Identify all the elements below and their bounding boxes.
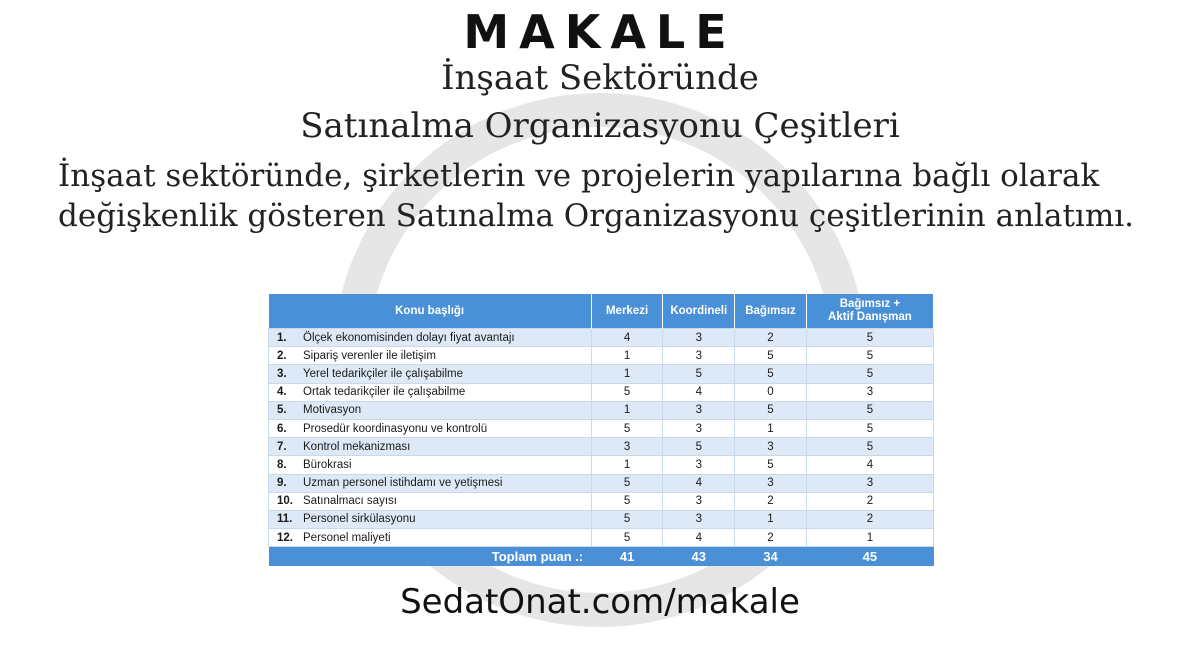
cell-aktif: 3 <box>806 383 933 401</box>
row-topic <box>269 510 592 528</box>
table-row <box>269 419 934 437</box>
cell-koordineli: 5 <box>663 438 735 456</box>
article-title-line2: Satınalma Organizasyonu Çeşitleri <box>300 106 900 146</box>
row-number: 7. <box>277 440 287 453</box>
cell-bagimsiz: 5 <box>735 365 807 383</box>
cell-aktif: 5 <box>806 329 933 347</box>
total-aktif: 45 <box>806 547 933 567</box>
table-row <box>269 365 934 383</box>
cell-bagimsiz: 1 <box>735 510 807 528</box>
row-number: 1. <box>277 331 287 344</box>
cell-aktif: 5 <box>806 347 933 365</box>
cell-bagimsiz: 2 <box>735 529 807 547</box>
row-number: 12. <box>277 531 293 544</box>
row-topic <box>269 329 592 347</box>
row-number: 11. <box>277 513 293 526</box>
table-row <box>269 329 934 347</box>
cell-koordineli: 3 <box>663 456 735 474</box>
cell-aktif: 3 <box>806 474 933 492</box>
cell-aktif: 1 <box>806 529 933 547</box>
table-row <box>269 474 934 492</box>
total-koordineli: 43 <box>663 547 735 567</box>
row-topic-text: Sipariş verenler ile iletişim <box>303 349 436 362</box>
row-topic <box>269 438 592 456</box>
row-topic <box>269 492 592 510</box>
row-topic-text: Yerel tedarikçiler ile çalışabilme <box>303 367 464 380</box>
cell-koordineli: 3 <box>663 347 735 365</box>
row-topic-text: Motivasyon <box>303 404 362 417</box>
cell-koordineli: 3 <box>663 510 735 528</box>
cell-koordineli: 3 <box>663 419 735 437</box>
cell-bagimsiz: 0 <box>735 383 807 401</box>
row-topic <box>269 419 592 437</box>
row-number: 3. <box>277 367 287 380</box>
cell-merkezi: 5 <box>591 419 663 437</box>
header-aktif-danisman <box>806 294 933 329</box>
cell-merkezi: 1 <box>591 401 663 419</box>
cell-aktif: 2 <box>806 492 933 510</box>
article-description: İnşaat sektöründe, şirketlerin ve projelerin yapılarına bağlı olarak değişkenlik gösteren Satınalma Organizasyonu çeşitlerinin anlatımı. <box>58 158 1134 234</box>
cell-aktif: 2 <box>806 510 933 528</box>
cell-koordineli: 3 <box>663 492 735 510</box>
table-row <box>269 529 934 547</box>
row-topic-text: Ortak tedarikçiler ile çalışabilme <box>303 386 466 399</box>
cell-merkezi: 5 <box>591 529 663 547</box>
table-row <box>269 510 934 528</box>
table-row <box>269 347 934 365</box>
row-number: 2. <box>277 349 287 362</box>
table-header-row <box>269 294 934 329</box>
total-bagimsiz: 34 <box>735 547 807 567</box>
row-number: 4. <box>277 386 287 399</box>
comparison-table-container <box>268 294 934 566</box>
row-topic-text: Bürokrasi <box>303 458 352 471</box>
comparison-table <box>268 294 934 566</box>
cell-merkezi: 5 <box>591 383 663 401</box>
row-topic-text: Ölçek ekonomisinden dolayı fiyat avantajı <box>303 331 515 344</box>
total-label: Toplam puan .: <box>269 547 592 567</box>
cell-bagimsiz: 2 <box>735 329 807 347</box>
row-number: 5. <box>277 404 287 417</box>
cell-bagimsiz: 5 <box>735 456 807 474</box>
cell-koordineli: 5 <box>663 365 735 383</box>
cell-bagimsiz: 1 <box>735 419 807 437</box>
row-topic-text: Kontrol mekanizması <box>303 440 411 453</box>
row-topic-text: Uzman personel istihdamı ve yetişmesi <box>303 477 503 490</box>
row-topic-text: Satınalmacı sayısı <box>303 495 397 508</box>
cell-merkezi: 5 <box>591 474 663 492</box>
cell-merkezi: 1 <box>591 365 663 383</box>
row-number: 9. <box>277 477 287 490</box>
cell-merkezi: 1 <box>591 347 663 365</box>
header-merkezi: Merkezi <box>591 294 663 329</box>
header-aktif-line1: Bağımsız + <box>839 298 901 310</box>
cell-aktif: 5 <box>806 401 933 419</box>
cell-bagimsiz: 3 <box>735 474 807 492</box>
row-topic <box>269 401 592 419</box>
row-topic-text: Prosedür koordinasyonu ve kontrolü <box>303 422 488 435</box>
cell-bagimsiz: 5 <box>735 347 807 365</box>
cell-koordineli: 3 <box>663 401 735 419</box>
table-row <box>269 492 934 510</box>
cell-aktif: 4 <box>806 456 933 474</box>
cell-aktif: 5 <box>806 365 933 383</box>
row-topic <box>269 347 592 365</box>
row-topic <box>269 383 592 401</box>
cell-merkezi: 4 <box>591 329 663 347</box>
cell-bagimsiz: 2 <box>735 492 807 510</box>
cell-koordineli: 4 <box>663 529 735 547</box>
table-row <box>269 401 934 419</box>
row-topic <box>269 529 592 547</box>
cell-bagimsiz: 3 <box>735 438 807 456</box>
row-number: 8. <box>277 458 287 471</box>
header-koordineli: Koordineli <box>663 294 735 329</box>
row-topic <box>269 365 592 383</box>
row-topic <box>269 474 592 492</box>
cell-aktif: 5 <box>806 438 933 456</box>
cell-koordineli: 4 <box>663 474 735 492</box>
row-number: 6. <box>277 422 287 435</box>
cell-merkezi: 5 <box>591 492 663 510</box>
table-row <box>269 383 934 401</box>
header-aktif-line2: Aktif Danışman <box>828 311 912 323</box>
cell-aktif: 5 <box>806 419 933 437</box>
table-total-row <box>269 547 934 567</box>
footer-url: SedatOnat.com/makale <box>400 582 800 622</box>
row-topic-text: Personel sirkülasyonu <box>303 513 416 526</box>
cell-merkezi: 1 <box>591 456 663 474</box>
table-row <box>269 438 934 456</box>
brand-title: MAKALE <box>463 5 737 59</box>
cell-merkezi: 5 <box>591 510 663 528</box>
row-number: 10. <box>277 495 293 508</box>
cell-koordineli: 4 <box>663 383 735 401</box>
header-topic: Konu başlığı <box>269 294 592 329</box>
row-topic-text: Personel maliyeti <box>303 531 391 544</box>
cell-merkezi: 3 <box>591 438 663 456</box>
row-topic <box>269 456 592 474</box>
cell-bagimsiz: 5 <box>735 401 807 419</box>
header-bagimsiz: Bağımsız <box>735 294 807 329</box>
total-merkezi: 41 <box>591 547 663 567</box>
table-row <box>269 456 934 474</box>
cell-koordineli: 3 <box>663 329 735 347</box>
article-title-line1: İnşaat Sektöründe <box>441 58 759 98</box>
